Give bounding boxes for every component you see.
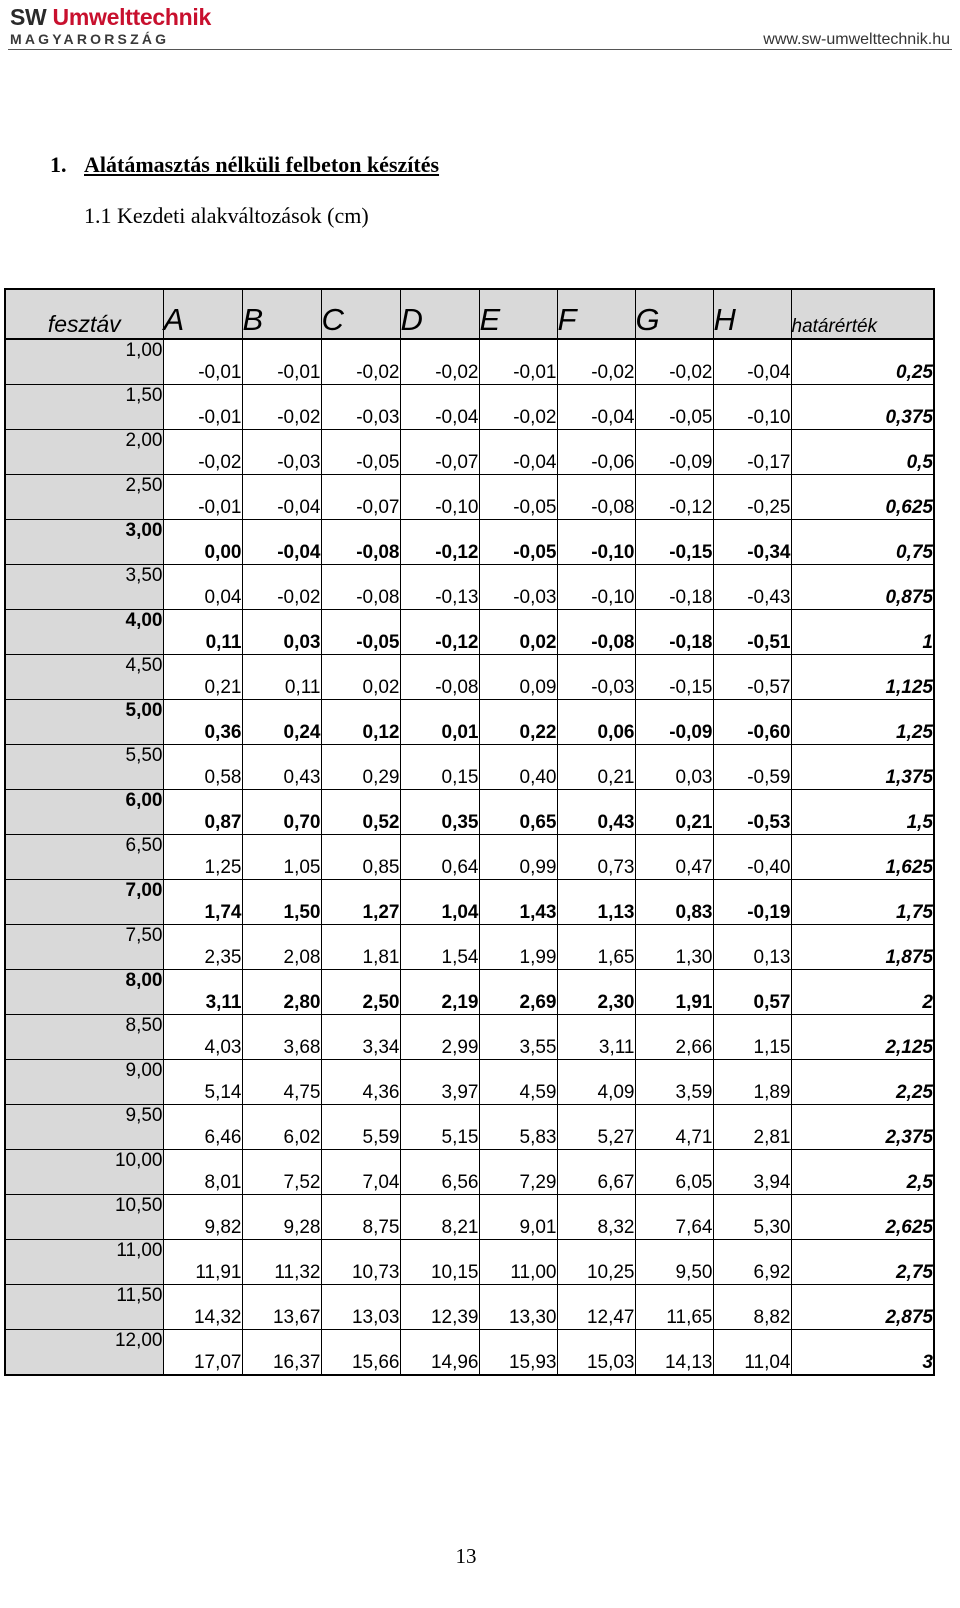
- span-cell: 7,00: [5, 880, 163, 925]
- value-cell: 0,04: [163, 565, 242, 610]
- table-row: [5, 520, 934, 565]
- limit-cell: 0,5: [791, 430, 934, 475]
- value-cell: 0,70: [242, 790, 321, 835]
- value-cell: 0,35: [400, 790, 479, 835]
- value-cell: -0,17: [713, 430, 791, 475]
- table-body: [5, 339, 934, 1375]
- value-cell: 15,93: [479, 1330, 557, 1376]
- value-cell: 11,00: [479, 1240, 557, 1285]
- limit-cell: 2,5: [791, 1150, 934, 1195]
- value-cell: 7,29: [479, 1150, 557, 1195]
- value-cell: 9,01: [479, 1195, 557, 1240]
- value-cell: -0,01: [163, 475, 242, 520]
- header-col-h: H: [713, 289, 791, 339]
- value-cell: -0,13: [400, 565, 479, 610]
- table-header-row: [5, 289, 934, 339]
- header-col-e: E: [479, 289, 557, 339]
- value-cell: 17,07: [163, 1330, 242, 1376]
- header-col-c: C: [321, 289, 400, 339]
- value-cell: 9,82: [163, 1195, 242, 1240]
- value-cell: 0,03: [242, 610, 321, 655]
- table-row: [5, 835, 934, 880]
- table-row: [5, 700, 934, 745]
- value-cell: 0,13: [713, 925, 791, 970]
- span-cell: 12,00: [5, 1330, 163, 1376]
- table-row: [5, 880, 934, 925]
- value-cell: 12,47: [557, 1285, 635, 1330]
- value-cell: -0,60: [713, 700, 791, 745]
- value-cell: -0,10: [713, 385, 791, 430]
- table-row: [5, 1330, 934, 1376]
- value-cell: 5,59: [321, 1105, 400, 1150]
- value-cell: -0,05: [321, 610, 400, 655]
- value-cell: 1,81: [321, 925, 400, 970]
- value-cell: 6,56: [400, 1150, 479, 1195]
- value-cell: -0,03: [557, 655, 635, 700]
- value-cell: 1,25: [163, 835, 242, 880]
- value-cell: -0,08: [321, 565, 400, 610]
- limit-cell: 0,75: [791, 520, 934, 565]
- span-cell: 5,00: [5, 700, 163, 745]
- table-row: [5, 339, 934, 385]
- value-cell: -0,02: [163, 430, 242, 475]
- table-row: [5, 475, 934, 520]
- value-cell: 11,65: [635, 1285, 713, 1330]
- value-cell: 0,43: [557, 790, 635, 835]
- value-cell: 1,04: [400, 880, 479, 925]
- value-cell: 1,89: [713, 1060, 791, 1105]
- value-cell: 0,01: [400, 700, 479, 745]
- value-cell: 11,32: [242, 1240, 321, 1285]
- value-cell: -0,08: [557, 475, 635, 520]
- value-cell: 1,13: [557, 880, 635, 925]
- value-cell: 0,87: [163, 790, 242, 835]
- value-cell: 3,55: [479, 1015, 557, 1060]
- table-row: [5, 925, 934, 970]
- value-cell: 4,75: [242, 1060, 321, 1105]
- value-cell: -0,06: [557, 430, 635, 475]
- span-cell: 2,00: [5, 430, 163, 475]
- value-cell: 0,99: [479, 835, 557, 880]
- limit-cell: 3: [791, 1330, 934, 1376]
- logo-prefix: SW: [10, 4, 47, 30]
- value-cell: 0,11: [163, 610, 242, 655]
- value-cell: 2,08: [242, 925, 321, 970]
- section-title: Alátámasztás nélküli felbeton készítés: [84, 152, 440, 177]
- value-cell: 2,69: [479, 970, 557, 1015]
- header-divider: [8, 49, 952, 50]
- table-row: [5, 430, 934, 475]
- value-cell: -0,10: [557, 565, 635, 610]
- span-cell: 11,00: [5, 1240, 163, 1285]
- limit-cell: 2,875: [791, 1285, 934, 1330]
- value-cell: 8,01: [163, 1150, 242, 1195]
- value-cell: 15,03: [557, 1330, 635, 1376]
- value-cell: 14,13: [635, 1330, 713, 1376]
- value-cell: 1,50: [242, 880, 321, 925]
- value-cell: -0,08: [400, 655, 479, 700]
- value-cell: 5,14: [163, 1060, 242, 1105]
- limit-cell: 1,5: [791, 790, 934, 835]
- value-cell: 5,30: [713, 1195, 791, 1240]
- logo-name: Umwelttechnik: [52, 4, 211, 30]
- value-cell: -0,04: [242, 520, 321, 565]
- value-cell: 0,11: [242, 655, 321, 700]
- value-cell: 8,75: [321, 1195, 400, 1240]
- value-cell: 3,34: [321, 1015, 400, 1060]
- span-cell: 6,00: [5, 790, 163, 835]
- value-cell: -0,03: [479, 565, 557, 610]
- value-cell: -0,04: [479, 430, 557, 475]
- span-cell: 8,50: [5, 1015, 163, 1060]
- company-logo: [10, 4, 211, 47]
- value-cell: 10,73: [321, 1240, 400, 1285]
- value-cell: 0,85: [321, 835, 400, 880]
- value-cell: 2,80: [242, 970, 321, 1015]
- value-cell: 7,04: [321, 1150, 400, 1195]
- value-cell: 5,83: [479, 1105, 557, 1150]
- value-cell: 4,59: [479, 1060, 557, 1105]
- value-cell: 0,58: [163, 745, 242, 790]
- header-col-b: B: [242, 289, 321, 339]
- value-cell: -0,57: [713, 655, 791, 700]
- table-row: [5, 1060, 934, 1105]
- value-cell: 0,06: [557, 700, 635, 745]
- header-col-d: D: [400, 289, 479, 339]
- value-cell: 9,28: [242, 1195, 321, 1240]
- table-row: [5, 1285, 934, 1330]
- value-cell: -0,34: [713, 520, 791, 565]
- value-cell: 7,52: [242, 1150, 321, 1195]
- value-cell: -0,15: [635, 655, 713, 700]
- value-cell: -0,43: [713, 565, 791, 610]
- limit-cell: 1,375: [791, 745, 934, 790]
- value-cell: -0,04: [400, 385, 479, 430]
- value-cell: 6,05: [635, 1150, 713, 1195]
- value-cell: -0,40: [713, 835, 791, 880]
- limit-cell: 2,125: [791, 1015, 934, 1060]
- value-cell: 9,50: [635, 1240, 713, 1285]
- value-cell: 1,30: [635, 925, 713, 970]
- value-cell: -0,02: [321, 339, 400, 385]
- value-cell: 1,05: [242, 835, 321, 880]
- table-row: [5, 1015, 934, 1060]
- value-cell: -0,03: [242, 430, 321, 475]
- value-cell: 0,22: [479, 700, 557, 745]
- span-cell: 10,00: [5, 1150, 163, 1195]
- value-cell: 0,12: [321, 700, 400, 745]
- value-cell: 1,54: [400, 925, 479, 970]
- value-cell: -0,02: [400, 339, 479, 385]
- limit-cell: 0,25: [791, 339, 934, 385]
- table-row: [5, 610, 934, 655]
- limit-cell: 1,125: [791, 655, 934, 700]
- value-cell: -0,04: [242, 475, 321, 520]
- value-cell: 3,97: [400, 1060, 479, 1105]
- span-cell: 1,50: [5, 385, 163, 430]
- value-cell: 6,02: [242, 1105, 321, 1150]
- value-cell: 0,21: [635, 790, 713, 835]
- value-cell: -0,08: [321, 520, 400, 565]
- value-cell: 3,11: [557, 1015, 635, 1060]
- value-cell: -0,01: [163, 339, 242, 385]
- value-cell: 6,92: [713, 1240, 791, 1285]
- value-cell: 1,65: [557, 925, 635, 970]
- value-cell: 6,46: [163, 1105, 242, 1150]
- value-cell: 3,94: [713, 1150, 791, 1195]
- page-header: [0, 0, 960, 52]
- value-cell: 5,15: [400, 1105, 479, 1150]
- limit-cell: 0,875: [791, 565, 934, 610]
- value-cell: 4,36: [321, 1060, 400, 1105]
- limit-cell: 1: [791, 610, 934, 655]
- limit-cell: 0,375: [791, 385, 934, 430]
- value-cell: 0,00: [163, 520, 242, 565]
- value-cell: -0,18: [635, 565, 713, 610]
- value-cell: -0,07: [321, 475, 400, 520]
- limit-cell: 1,25: [791, 700, 934, 745]
- span-cell: 6,50: [5, 835, 163, 880]
- table-header: [5, 289, 934, 339]
- table-row: [5, 745, 934, 790]
- value-cell: 0,52: [321, 790, 400, 835]
- value-cell: -0,51: [713, 610, 791, 655]
- value-cell: -0,12: [635, 475, 713, 520]
- limit-cell: 1,625: [791, 835, 934, 880]
- value-cell: 2,66: [635, 1015, 713, 1060]
- table-row: [5, 565, 934, 610]
- value-cell: 11,91: [163, 1240, 242, 1285]
- value-cell: -0,02: [557, 339, 635, 385]
- table-row: [5, 790, 934, 835]
- span-cell: 9,00: [5, 1060, 163, 1105]
- limit-cell: 0,625: [791, 475, 934, 520]
- header-col-a: A: [163, 289, 242, 339]
- value-cell: 10,25: [557, 1240, 635, 1285]
- value-cell: 0,65: [479, 790, 557, 835]
- value-cell: 0,57: [713, 970, 791, 1015]
- value-cell: 1,74: [163, 880, 242, 925]
- value-cell: 1,43: [479, 880, 557, 925]
- value-cell: 13,67: [242, 1285, 321, 1330]
- value-cell: 10,15: [400, 1240, 479, 1285]
- value-cell: -0,09: [635, 700, 713, 745]
- value-cell: 0,36: [163, 700, 242, 745]
- value-cell: -0,12: [400, 520, 479, 565]
- limit-cell: 2,375: [791, 1105, 934, 1150]
- limit-cell: 2: [791, 970, 934, 1015]
- value-cell: 8,82: [713, 1285, 791, 1330]
- table-row: [5, 1195, 934, 1240]
- header-span: fesztáv: [5, 289, 163, 339]
- value-cell: 2,19: [400, 970, 479, 1015]
- header-limit: határérték: [791, 289, 934, 339]
- value-cell: 16,37: [242, 1330, 321, 1376]
- value-cell: -0,10: [557, 520, 635, 565]
- value-cell: 0,03: [635, 745, 713, 790]
- span-cell: 4,50: [5, 655, 163, 700]
- limit-cell: 2,25: [791, 1060, 934, 1105]
- value-cell: 0,24: [242, 700, 321, 745]
- page-number: 13: [455, 1544, 477, 1568]
- section-subtitle: 1.1 Kezdeti alakváltozások (cm): [84, 203, 369, 228]
- span-cell: 5,50: [5, 745, 163, 790]
- span-cell: 2,50: [5, 475, 163, 520]
- value-cell: -0,04: [713, 339, 791, 385]
- value-cell: 3,59: [635, 1060, 713, 1105]
- value-cell: 8,32: [557, 1195, 635, 1240]
- span-cell: 3,50: [5, 565, 163, 610]
- value-cell: 0,02: [479, 610, 557, 655]
- span-cell: 10,50: [5, 1195, 163, 1240]
- value-cell: -0,09: [635, 430, 713, 475]
- value-cell: 2,30: [557, 970, 635, 1015]
- table-row: [5, 970, 934, 1015]
- value-cell: -0,02: [242, 385, 321, 430]
- span-cell: 1,00: [5, 339, 163, 385]
- span-cell: 9,50: [5, 1105, 163, 1150]
- value-cell: -0,03: [321, 385, 400, 430]
- span-cell: 7,50: [5, 925, 163, 970]
- value-cell: 4,03: [163, 1015, 242, 1060]
- value-cell: -0,15: [635, 520, 713, 565]
- value-cell: 11,04: [713, 1330, 791, 1376]
- value-cell: -0,12: [400, 610, 479, 655]
- value-cell: -0,10: [400, 475, 479, 520]
- limit-cell: 2,625: [791, 1195, 934, 1240]
- span-cell: 4,00: [5, 610, 163, 655]
- logo-country: MAGYARORSZÁG: [10, 31, 170, 47]
- section-number: 1.: [50, 152, 67, 177]
- header-col-f: F: [557, 289, 635, 339]
- value-cell: 1,99: [479, 925, 557, 970]
- value-cell: 0,09: [479, 655, 557, 700]
- value-cell: -0,05: [635, 385, 713, 430]
- value-cell: 4,71: [635, 1105, 713, 1150]
- value-cell: 1,27: [321, 880, 400, 925]
- value-cell: 0,43: [242, 745, 321, 790]
- value-cell: 0,15: [400, 745, 479, 790]
- value-cell: 0,64: [400, 835, 479, 880]
- value-cell: 0,21: [163, 655, 242, 700]
- table-row: [5, 655, 934, 700]
- logo-wordmark: [10, 4, 211, 30]
- value-cell: 0,83: [635, 880, 713, 925]
- table-row: [5, 1240, 934, 1285]
- value-cell: 0,40: [479, 745, 557, 790]
- value-cell: 0,29: [321, 745, 400, 790]
- value-cell: -0,02: [242, 565, 321, 610]
- value-cell: -0,02: [479, 385, 557, 430]
- table-row: [5, 1150, 934, 1195]
- span-cell: 8,00: [5, 970, 163, 1015]
- value-cell: -0,53: [713, 790, 791, 835]
- value-cell: -0,04: [557, 385, 635, 430]
- value-cell: -0,59: [713, 745, 791, 790]
- value-cell: 8,21: [400, 1195, 479, 1240]
- value-cell: 14,96: [400, 1330, 479, 1376]
- value-cell: 13,30: [479, 1285, 557, 1330]
- value-cell: 15,66: [321, 1330, 400, 1376]
- website-url: www.sw-umwelttechnik.hu: [763, 31, 950, 48]
- value-cell: -0,08: [557, 610, 635, 655]
- span-cell: 3,00: [5, 520, 163, 565]
- value-cell: -0,01: [163, 385, 242, 430]
- value-cell: 0,47: [635, 835, 713, 880]
- value-cell: 1,91: [635, 970, 713, 1015]
- value-cell: 0,02: [321, 655, 400, 700]
- value-cell: -0,02: [635, 339, 713, 385]
- value-cell: 7,64: [635, 1195, 713, 1240]
- value-cell: 0,21: [557, 745, 635, 790]
- limit-cell: 1,875: [791, 925, 934, 970]
- table-row: [5, 1105, 934, 1150]
- value-cell: -0,19: [713, 880, 791, 925]
- value-cell: 2,50: [321, 970, 400, 1015]
- value-cell: 6,67: [557, 1150, 635, 1195]
- value-cell: -0,05: [479, 475, 557, 520]
- value-cell: 0,73: [557, 835, 635, 880]
- span-cell: 11,50: [5, 1285, 163, 1330]
- value-cell: -0,05: [321, 430, 400, 475]
- table-row: [5, 385, 934, 430]
- value-cell: 5,27: [557, 1105, 635, 1150]
- deflection-table: [4, 288, 935, 1376]
- value-cell: 3,68: [242, 1015, 321, 1060]
- value-cell: 13,03: [321, 1285, 400, 1330]
- value-cell: 2,35: [163, 925, 242, 970]
- value-cell: 12,39: [400, 1285, 479, 1330]
- limit-cell: 2,75: [791, 1240, 934, 1285]
- value-cell: 14,32: [163, 1285, 242, 1330]
- value-cell: -0,18: [635, 610, 713, 655]
- value-cell: -0,01: [242, 339, 321, 385]
- value-cell: -0,01: [479, 339, 557, 385]
- header-col-g: G: [635, 289, 713, 339]
- section-heading: [50, 152, 439, 178]
- value-cell: 2,81: [713, 1105, 791, 1150]
- limit-cell: 1,75: [791, 880, 934, 925]
- value-cell: 1,15: [713, 1015, 791, 1060]
- value-cell: -0,05: [479, 520, 557, 565]
- value-cell: 4,09: [557, 1060, 635, 1105]
- value-cell: -0,07: [400, 430, 479, 475]
- value-cell: 3,11: [163, 970, 242, 1015]
- value-cell: 2,99: [400, 1015, 479, 1060]
- value-cell: -0,25: [713, 475, 791, 520]
